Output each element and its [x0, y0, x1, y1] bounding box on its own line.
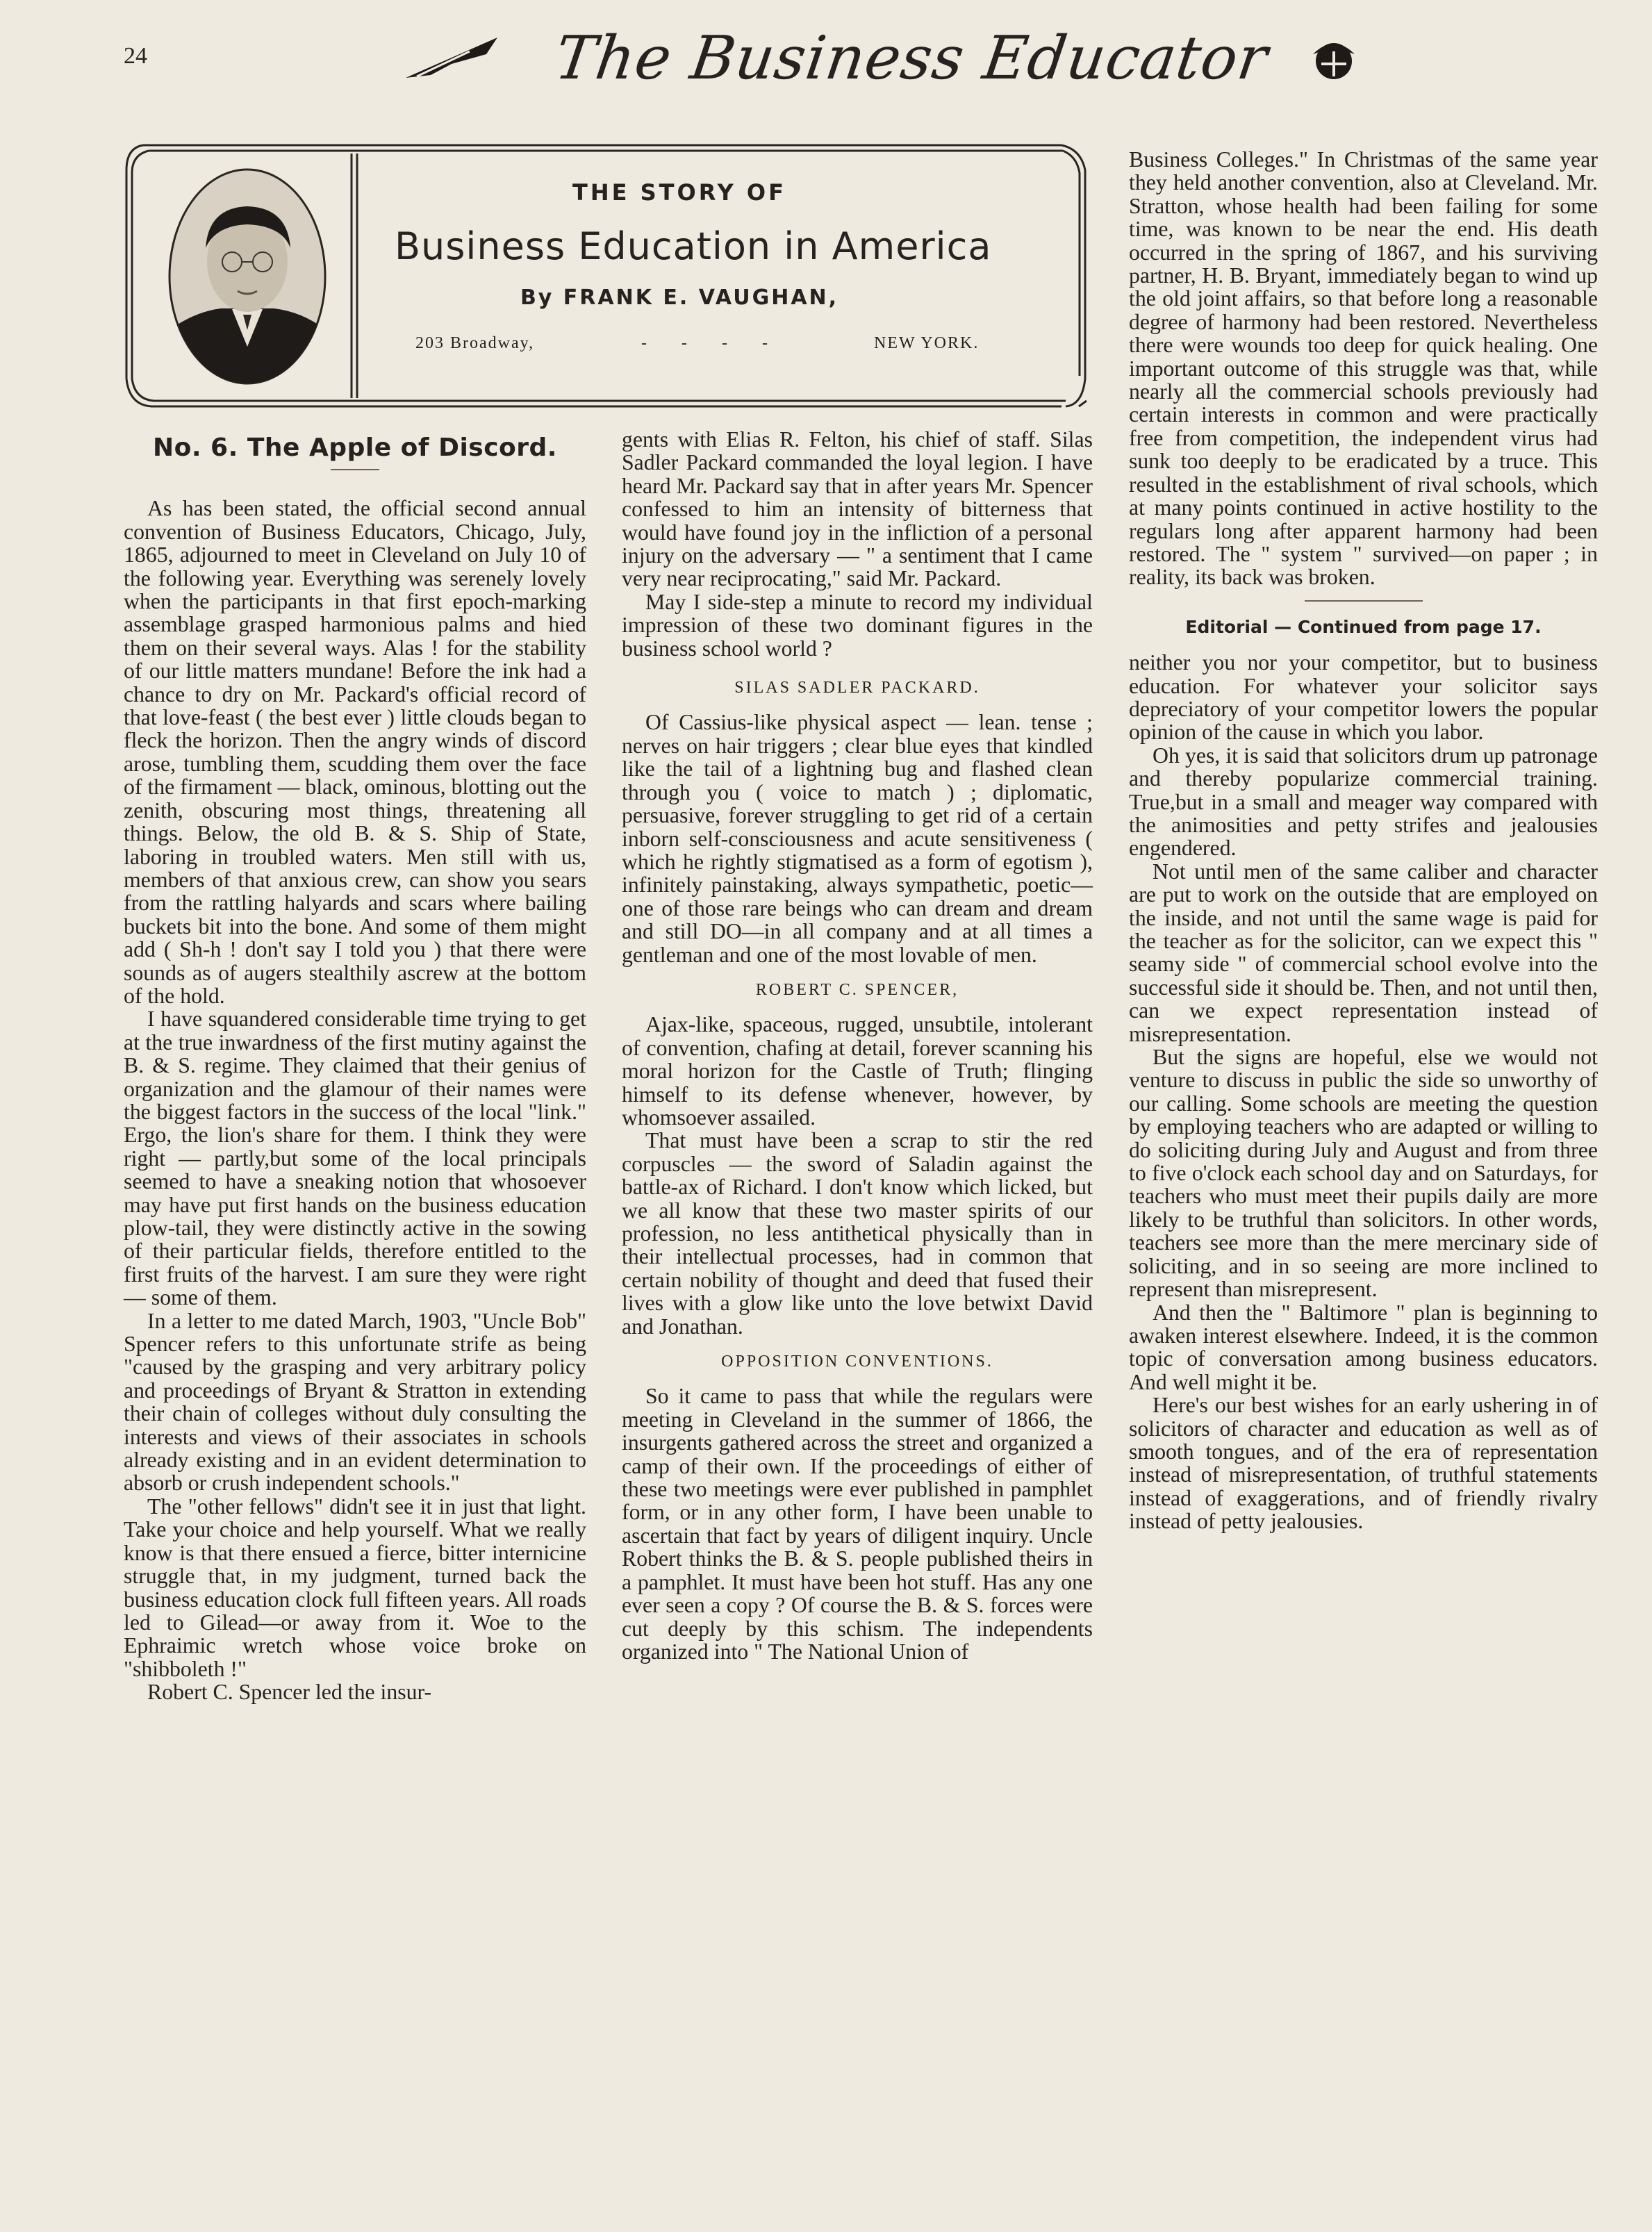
quill-pen-icon	[403, 33, 500, 82]
paragraph: As has been stated, the official second annual convention of Business Educators, Chicago, July, 1865, adjourned to meet in Cleveland on July 10 of the following year. Everything was serenely lovely when the participants in that first epoch-marking assemblage grasped harmonious palms and hied them on their several ways. Alas ! for the stability of our little matters mundane! Before the ink had a chance to dry on Mr. Packard's official record of that love-feast ( the best ever ) little clouds began to fleck the horizon. Then the angry winds of discord arose, tumbling them, scudding them over the face of the firmament — black, ominous, blotting out the zenith, obscuring most things, threatening all things. Below, the old B. & S. Ship of State, laboring in troubled waters. Men still with us, members of that anxious crew, can show you sears from the rattling halyards and scars where bailing buckets bit into the bone. And some of them might add ( Sh-h ! don't say I told you ) that there were sounds as of augers stealthily ascrew at the bottom of the hold.	[124, 496, 586, 1008]
paragraph: So it came to pass that while the regulars were meeting in Cleveland in the summer of 1866, the insurgents gathered across the street and organized a camp of their own. If the proceedings of either of these two meetings were ever published in pamphlet form, or in any other form, I have been unable to ascertain that fact by years of diligent inquiry. Uncle Robert thinks the B. & S. people published theirs in a pamphlet. It must have been hot stuff. Has any one ever seen a copy ? Of course the B. & S. forces were cut deeply by this schism. The independents organized into " The National Union of	[622, 1384, 1093, 1664]
address-dashes: - - - -	[641, 334, 783, 352]
address-city: NEW YORK.	[874, 334, 980, 352]
paragraph: Here's our best wishes for an early ushering in of solicitors of character and education as well as of smooth tongues, and of the era of representation instead of misrepresentation, of truthful statements instead of exaggerations, and of friendly rivalry instead of petty jealousies.	[1129, 1393, 1598, 1534]
paragraph: Robert C. Spencer led the insur-	[147, 1680, 432, 1705]
page-number: 24	[124, 43, 147, 69]
paragraph: But the signs are hopeful, else we would not venture to discuss in public the side so unworthy of our calling. Some schools are meeting the question by employing teachers who are adapted or willing to do soliciting during July and August and from three to five o'clock each school day and on Saturdays, for teachers who must meet their pupils daily are more likely to be truthful than solicitors. In other words, teachers see more than the mere mercinary side of soliciting, and in so seeing are more inclined to represent than misrepresent.	[1129, 1045, 1598, 1302]
article-header-box	[124, 142, 1089, 410]
paragraph: gents with Elias R. Felton, his chief of staff. Silas Sadler Packard commanded the loyal legion. I have heard Mr. Packard say that in after years Mr. Spencer confessed to him an intensity of bitterness that would have found joy in the infliction of a personal injury on the adversary — " a sentiment that I came very near reciprocating," said Mr. Packard.	[622, 427, 1093, 591]
paragraph: I have squandered considerable time trying to get at the true inwardness of the first mutiny against the B. & S. regime. They claimed that their genius of organization and the glamour of their names were the biggest factors in the success of the local "link." Ergo, the lion's share for them. I think they were right — partly,but some of the local principals seemed to have a sneaking notion that whosoever may have put first hands on the business education plow-tail, they were distinctly active in the sowing of their particular fields, therefore entitled to the first fruits of the harvest. I am sure they were right — some of them.	[124, 1007, 586, 1310]
editorial-heading: Editorial — Continued from page 17.	[1185, 616, 1542, 637]
paragraph: The "other fellows" didn't see it in just that light. Take your choice and help yourself. What we really know is that there ensued a fierce, bitter internicine struggle that, in my judgment, turned back the business education clock full fifteen years. All roads led to Gilead—or away from it. Woe to the Ephraimic wretch whose voice broke on "shibboleth !"	[124, 1494, 586, 1681]
article-column-2	[622, 428, 1093, 1663]
author-byline: By FRANK E. VAUGHAN,	[520, 286, 839, 310]
series-label: THE STORY OF	[572, 179, 786, 206]
paragraph: That must have been a scrap to stir the red corpuscles — the sword of Saladin against the battle-ax of Richard. I don't know which licked, but we all know that these two master spirits of our profession, no less antithetical physically than in their intellectual processes, had in common that certain nobility of thought and deed that fused their lives with a glow like unto the love betwixt David and Jonathan.	[622, 1128, 1093, 1339]
masthead	[403, 21, 1362, 94]
article-column-1	[124, 428, 586, 1704]
paragraph: Not until men of the same caliber and character are put to work on the outside that are employed on the inside, and not until the same wage is paid for the teacher as for the solicitor, can we expect this " seamy side " of commercial school evolve into the successful side it should be. Then, and not until then, can we expect representation instead of misrepresentation.	[1129, 859, 1598, 1046]
divider-rule	[1305, 600, 1423, 602]
paragraph: Oh yes, it is said that solicitors drum up patronage and thereby popularize commercial training. True,but in a small and meager way compared with the animosities and petty strifes and jealousies engendered.	[1129, 743, 1598, 861]
paragraph: And then the " Baltimore " plan is beginning to awaken interest elsewhere. Indeed, it is the common topic of conversation among business educators. And well might it be.	[1129, 1300, 1598, 1394]
eagle-emblem-icon	[1306, 33, 1362, 89]
paragraph: May I side-step a minute to record my individual impression of these two dominant figures in the business school world ?	[622, 589, 1093, 661]
subhead-spencer: ROBERT C. SPENCER,	[755, 980, 959, 999]
subhead-packard: SILAS SADLER PACKARD.	[734, 679, 980, 697]
article-title: Business Education in America	[395, 224, 992, 268]
paragraph: neither you nor your competitor, but to business education. For whatever your solicitor says depreciatory of your competitor lowers the popular opinion of the cause in which you labor.	[1129, 650, 1598, 745]
subhead-opposition: OPPOSITION CONVENTIONS.	[721, 1353, 993, 1371]
paragraph: In a letter to me dated March, 1903, "Uncle Bob" Spencer refers to this unfortunate strife as being "caused by the grasping and very arbitrary policy and proceedings of Bryant & Stratton in extending their chain of colleges without duly consulting the interests and views of their associates in schools already existing and in an evident determination to absorb or crush independent schools."	[124, 1308, 586, 1496]
address-street: 203 Broadway,	[415, 334, 535, 352]
masthead-title: The Business Educator	[550, 24, 1273, 93]
paragraph: Of Cassius-like physical aspect — lean. tense ; nerves on hair triggers ; clear blue eyes that kindled like the tail of a lightning bug and flashed clean through you ( voice to match ) ; diplomatic, persuasive, forever struggling to get rid of a certain inborn self-consciousness and acute sensitiveness ( which he rightly stigmatised as a form of egotism ), infinitely painstaking, always sympathetic, poetic—one of those rare beings who can dream and dream and still DO—in all company and at all times a gentleman and one of the most lovable of men.	[622, 710, 1093, 967]
article-column-3	[1129, 148, 1598, 1533]
section-heading: No. 6. The Apple of Discord.	[152, 433, 557, 462]
heading-rule	[331, 469, 379, 470]
paragraph: Business Colleges." In Christmas of the same year they held another convention, also at Cleveland. Mr. Stratton, whose health had been failing for some time, was known to be near the end. His death occurred in the spring of 1867, and his surviving partner, H. B. Bryant, immediately began to wind up the old joint affairs, so that before long a reasonable degree of harmony had been restored. Nevertheless there were wounds too deep for quick healing. One important outcome of this struggle was that, while nearly all the commercial schools previously had certain interests in common and were practically free from competition, the independent virus had sunk too deeply to be eradicated by a truce. This resulted in the establishment of rival schools, which at many points continued in active hostility to the regulars long after apparent harmony had been restored. The " system " survived—on paper ; in reality, its back was broken.	[1129, 147, 1598, 590]
paragraph: Ajax-like, spaceous, rugged, unsubtile, intolerant of convention, chafing at detail, forever scanning his moral horizon for the Castle of Truth; flinging himself to its defense whenever, however, by whomsoever assailed.	[622, 1012, 1093, 1130]
author-portrait-image	[165, 166, 329, 387]
